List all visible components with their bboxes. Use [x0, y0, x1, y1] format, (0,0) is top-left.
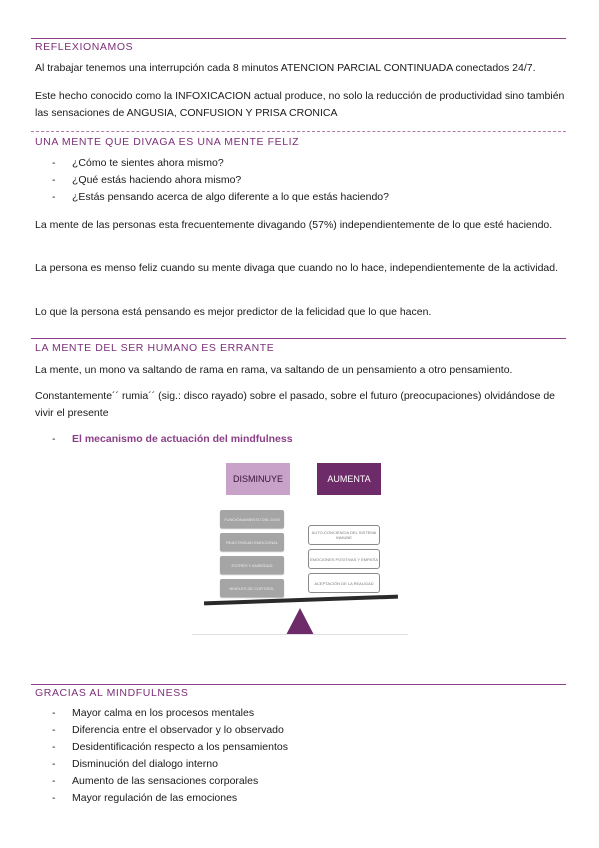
paragraph: Lo que la persona está pensando es mejor predictor de la felicidad que lo que hacen.: [35, 306, 432, 318]
paragraph: La mente de las personas esta frecuentemente divagando (57%) independientemente de lo que esté haciendo.: [35, 219, 553, 231]
decrease-item: FUNCIONAMIENTO DEL DCM: [220, 510, 284, 528]
list-item: - Aumento de las sensaciones corporales: [52, 775, 259, 787]
decrease-item: NIVELES DE CORTISOL: [220, 579, 284, 597]
paragraph: La persona es menso feliz cuando su mente divaga que cuando no lo hace, independientemente de la actividad.: [35, 262, 559, 274]
diagram-baseline: [192, 634, 408, 635]
bullet-list: [52, 155, 389, 206]
paragraph: Al trabajar tenemos una interrupción cada 8 minutos ATENCION PARCIAL CONTINUADA conectados 24/7.: [35, 62, 536, 74]
list-item: - ¿Estás pensando acerca de algo diferente a lo que estás haciendo?: [52, 191, 389, 203]
decrease-item: REACTIVIDAD EMOCIONAL: [220, 533, 284, 551]
section-rule: [31, 131, 566, 132]
increase-item: AUTO-CONCIENCIA DEL SISTEMA INMUNE: [308, 525, 380, 545]
list-item: - ¿Cómo te sientes ahora mismo?: [52, 157, 224, 169]
section-rule: [31, 38, 566, 39]
paragraph: Este hecho conocido como la INFOXICACION actual produce, no solo la reducción de productividad sino también las sensaciones de ANGUSIA, CONFUSION Y PRISA CRONICA: [35, 90, 565, 119]
bullet-list: [52, 705, 288, 807]
decrease-box: DISMINUYE: [226, 463, 290, 495]
section-rule: [31, 684, 566, 685]
section-heading: GRACIAS AL MINDFULNESS: [35, 687, 189, 699]
paragraph: La mente, un mono va saltando de rama en rama, va saltando de un pensamiento a otro pensamiento.: [35, 364, 513, 376]
list-item: - Desidentificación respecto a los pensamientos: [52, 741, 288, 753]
decrease-item: ESTRÉS Y ANSIEDAD: [220, 556, 284, 574]
increase-item: EMOCIONES POSITIVAS Y EMPATÍA: [308, 549, 380, 569]
list-item: - Mayor regulación de las emociones: [52, 792, 238, 804]
list-item: - Disminución del dialogo interno: [52, 758, 218, 770]
increase-box: AUMENTA: [317, 463, 381, 495]
fulcrum-triangle: [286, 608, 314, 635]
list-item: - Diferencia entre el observador y lo observado: [52, 724, 284, 736]
increase-item: ACEPTACIÓN DE LA REALIDAD: [308, 573, 380, 593]
section-heading: UNA MENTE QUE DIVAGA ES UNA MENTE FELIZ: [35, 136, 300, 148]
section-heading: REFLEXIONAMOS: [35, 41, 134, 53]
section-rule: [31, 338, 566, 339]
paragraph: Constantemente´´ rumia´´ (sig.: disco rayado) sobre el pasado, sobre el futuro (preocupaciones) olvidándose de vivir el presente: [35, 390, 556, 419]
list-item: - ¿Qué estás haciendo ahora mismo?: [52, 174, 242, 186]
section-heading: LA MENTE DEL SER HUMANO ES ERRANTE: [35, 342, 275, 354]
sub-heading: - El mecanismo de actuación del mindfulness: [52, 433, 293, 445]
mindfulness-balance-diagram: [190, 455, 410, 637]
list-item: - Mayor calma en los procesos mentales: [52, 707, 255, 719]
